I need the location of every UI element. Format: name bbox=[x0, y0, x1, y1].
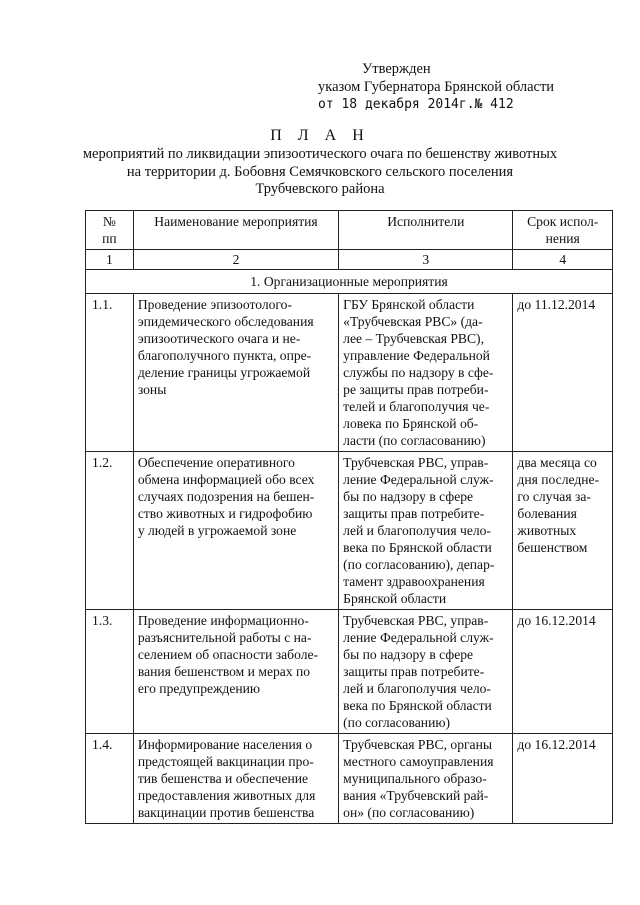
approval-date-number: от 18 декабря 2014г.№ 412 bbox=[318, 97, 514, 112]
header-deadline: Срок испол- нения bbox=[513, 211, 613, 250]
approval-block bbox=[318, 60, 554, 114]
section-title: 1. Организационные мероприятия bbox=[86, 270, 613, 294]
row-deadline: до 16.12.2014 bbox=[513, 734, 613, 824]
title-line-3: Трубчевского района bbox=[255, 181, 385, 197]
row-executors: Трубчевская РВС, управ- ление Федеральной служ- бы по надзору в сфере защиты прав потребите- лей и благополучия чело- века по Брянской области (по согласованию) bbox=[339, 610, 513, 734]
row-activity: Проведение информационно- разъяснительной работы с на- селением об опасности заболе- вания бешенством и мерах по его предупреждению bbox=[133, 610, 338, 734]
row-activity: Проведение эпизоотолого- эпидемического обследования эпизоотического очага и не- благополучного пункта, опре- деление границы угрожаемой зоны bbox=[133, 294, 338, 452]
row-deadline: до 16.12.2014 bbox=[513, 610, 613, 734]
row-number: 1.4. bbox=[86, 734, 134, 824]
table-row bbox=[86, 734, 613, 824]
approval-decree: указом Губернатора Брянской области bbox=[318, 79, 555, 95]
row-activity: Обеспечение оперативного обмена информацией обо всех случаях подозрения на бешен- ство животных и гидрофобию у людей в угрожаемой зоне bbox=[133, 452, 338, 610]
row-number: 1.1. bbox=[86, 294, 134, 452]
table-header-row bbox=[86, 211, 613, 250]
approval-approved: Утвержден bbox=[362, 61, 431, 77]
header-number: № пп bbox=[86, 211, 134, 250]
table-index-row bbox=[86, 250, 613, 270]
table-section-row bbox=[86, 270, 613, 294]
index-cell: 1 bbox=[86, 250, 134, 270]
title-line-2: на территории д. Бобовня Семячковского сельского поселения bbox=[126, 163, 514, 180]
title-line-1: мероприятий по ликвидации эпизоотического очага по бешенству животных bbox=[82, 146, 558, 162]
plan-table bbox=[85, 210, 613, 824]
row-deadline: до 11.12.2014 bbox=[513, 294, 613, 452]
row-number: 1.3. bbox=[86, 610, 134, 734]
index-cell: 3 bbox=[339, 250, 513, 270]
table-row bbox=[86, 452, 613, 610]
row-executors: Трубчевская РВС, управ- ление Федеральной служ- бы по надзору в сфере защиты прав потребите- лей и благополучия чело- века по Брянской области (по согласованию), депар- тамент здравоохранения Брянской области bbox=[339, 452, 513, 610]
title-heading: П Л А Н bbox=[270, 127, 370, 144]
row-executors: Трубчевская РВС, органы местного самоуправления муниципального образо- вания «Трубчевский рай- он» (по согласованию) bbox=[339, 734, 513, 824]
index-cell: 2 bbox=[133, 250, 338, 270]
row-number: 1.2. bbox=[86, 452, 134, 610]
header-activity: Наименование мероприятия bbox=[133, 211, 338, 250]
header-executors: Исполнители bbox=[339, 211, 513, 250]
table-row bbox=[86, 610, 613, 734]
table-row bbox=[86, 294, 613, 452]
row-activity: Информирование населения о предстоящей вакцинации про- тив бешенства и обеспечение предоставления животных для вакцинации против бешенства bbox=[133, 734, 338, 824]
index-cell: 4 bbox=[513, 250, 613, 270]
row-deadline: два месяца со дня последне- го случая за- болевания животных бешенством bbox=[513, 452, 613, 610]
document-title bbox=[0, 126, 640, 199]
row-executors: ГБУ Брянской области «Трубчевская РВС» (да- лее – Трубчевская РВС), управление Федеральной службы по надзору в сфе- ре защиты прав потреби- телей и благополучия че- ловека по Брянской об- ласти (по согласованию) bbox=[339, 294, 513, 452]
